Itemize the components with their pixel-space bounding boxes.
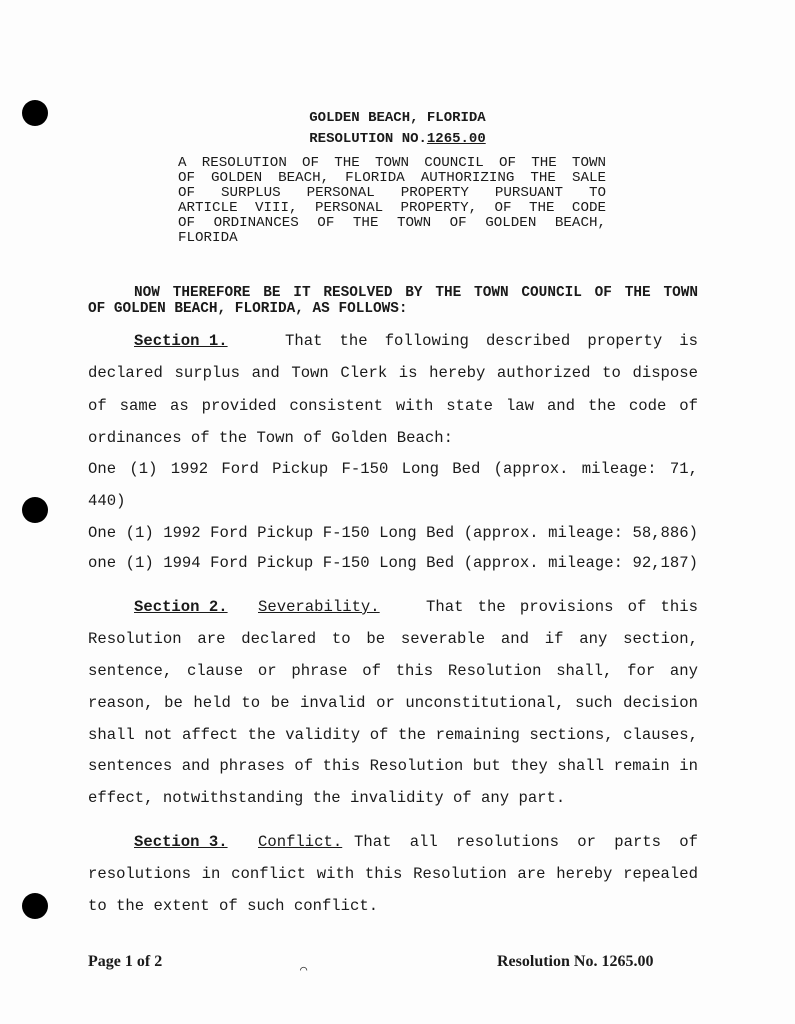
page-number: Page 1 of 2 xyxy=(88,953,163,970)
resolution-label: RESOLUTION NO. xyxy=(309,131,427,147)
abstract-line: ARTICLE VIII, PERSONAL PROPERTY, OF THE CODE xyxy=(178,200,606,216)
section1-heading: Section 1. xyxy=(134,332,228,350)
body-line: sentences and phrases of this Resolution but they shall remain in xyxy=(88,757,698,775)
body-line: That the provisions of this xyxy=(426,598,698,616)
property-item: One (1) 1992 Ford Pickup F-150 Long Bed (approx. mileage: 71, xyxy=(88,460,698,478)
header-line1: GOLDEN BEACH, FLORIDA xyxy=(309,110,486,126)
section2-title: Severability. xyxy=(258,598,380,616)
body-line: of same as provided consistent with state law and the code of xyxy=(88,397,698,415)
section2-heading: Section 2. xyxy=(134,598,228,616)
body-line: Resolution are declared to be severable and if any section, xyxy=(88,630,698,648)
property-item: 440) xyxy=(88,492,126,510)
body-line: resolutions in conflict with this Resolution are hereby repealed xyxy=(88,865,698,883)
preamble-line: OF GOLDEN BEACH, FLORIDA, AS FOLLOWS: xyxy=(88,301,408,317)
abstract-line: OF SURPLUS PERSONAL PROPERTY PURSUANT TO xyxy=(178,185,606,201)
body-line: That all resolutions or parts of xyxy=(354,833,698,851)
header-line2 xyxy=(0,131,795,147)
property-item: one (1) 1994 Ford Pickup F-150 Long Bed (approx. mileage: 92,187) xyxy=(88,554,698,572)
body-line: shall not affect the validity of the remaining sections, clauses, xyxy=(88,726,698,744)
abstract-line: A RESOLUTION OF THE TOWN COUNCIL OF THE TOWN xyxy=(178,155,606,171)
abstract-line: OF ORDINANCES OF THE TOWN OF GOLDEN BEACH, xyxy=(178,215,606,231)
section3-heading: Section 3. xyxy=(134,833,228,851)
section3-title: Conflict. xyxy=(258,833,343,851)
punch-hole xyxy=(22,893,48,919)
body-line: declared surplus and Town Clerk is hereby authorized to dispose xyxy=(88,364,698,382)
abstract xyxy=(178,156,606,246)
body-line: effect, notwithstanding the invalidity of any part. xyxy=(88,789,566,807)
body-line: sentence, clause or phrase of this Resolution shall, for any xyxy=(88,662,698,680)
footer-resolution-number: Resolution No. 1265.00 xyxy=(497,953,654,970)
body-line: ordinances of the Town of Golden Beach: xyxy=(88,429,453,447)
scan-mark: ⌒ xyxy=(300,963,308,977)
preamble-line: NOW THEREFORE BE IT RESOLVED BY THE TOWN COUNCIL OF THE TOWN xyxy=(134,285,698,301)
punch-hole xyxy=(22,497,48,523)
body-line: reason, be held to be invalid or unconstitutional, such decision xyxy=(88,694,698,712)
body-line: to the extent of such conflict. xyxy=(88,897,379,915)
abstract-line: FLORIDA xyxy=(178,230,238,246)
abstract-line: OF GOLDEN BEACH, FLORIDA AUTHORIZING THE SALE xyxy=(178,170,606,186)
resolution-number: 1265.00 xyxy=(426,131,486,147)
body-line: That the following described property is xyxy=(285,332,698,350)
property-item: One (1) 1992 Ford Pickup F-150 Long Bed (approx. mileage: 58,886) xyxy=(88,524,698,542)
